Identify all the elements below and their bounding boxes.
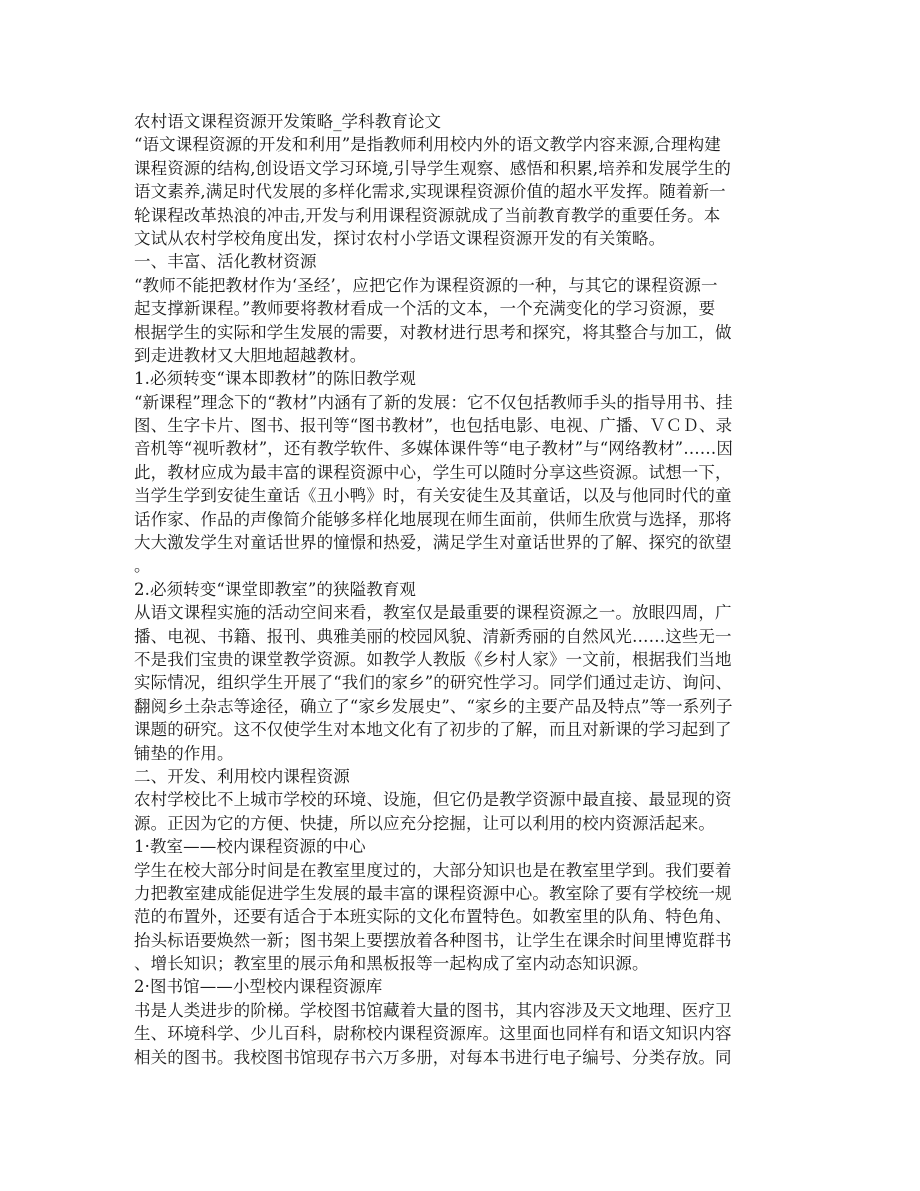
text-line: 铺垫的作用。 [134, 743, 234, 763]
text-line: 2·图书馆——小型校内课程资源库 [134, 977, 383, 997]
text-line: 翻阅乡土杂志等途径，确立了“家乡发展史”、“家乡的主要产品及特点”等一系列子 [134, 696, 733, 716]
text-line: 语文素养,满足时代发展的多样化需求,实现课程资源价值的超水平发挥。随着新一 [134, 182, 726, 202]
text-line: 轮课程改革热浪的冲击,开发与利用课程资源就成了当前教育教学的重要任务。本 [134, 205, 721, 225]
text-line: 图、生字卡片、图书、报刊等“图书教材”，也包括电影、电视、广播、ＶＣＤ、录 [134, 416, 733, 436]
text-line: 实际情况，组织学生开展了“我们的家乡”的研究性学习。同学们通过走访、询问、 [134, 673, 733, 693]
text-line: 范的布置外，还要有适合于本班实际的文化布置特色。如教室里的队角、特色角、 [134, 907, 732, 927]
text-line: 文试从农村学校角度出发，探讨农村小学语文课程资源开发的有关策略。 [134, 228, 666, 248]
text-line: 1·教室——校内课程资源的中心 [134, 837, 366, 857]
text-line: 一、丰富、活化教材资源 [134, 252, 317, 272]
text-line: 当学生学到安徒生童话《丑小鸭》时，有关安徒生及其童话，以及与他同时代的童 [134, 486, 732, 506]
text-line: 此，教材应成为最丰富的课程资源中心，学生可以随时分享这些资源。试想一下， [134, 462, 732, 482]
text-line: 课程资源的结构,创设语文学习环境,引导学生观察、感悟和积累,培养和发展学生的 [134, 158, 732, 178]
text-line: 1.必须转变“课本即教材”的陈旧教学观 [134, 369, 417, 389]
text-line: 课题的研究。这不仅使学生对本地文化有了初步的了解，而且对新课的学习起到了 [134, 720, 732, 740]
text-line: 生、环境科学、少儿百科，尉称校内课程资源库。这里面也同样有和语文知识内容 [134, 1024, 732, 1044]
text-line: “教师不能把教材作为‘圣经’，应把它作为课程资源的一种，与其它的课程资源一 [134, 275, 718, 295]
text-line: 相关的图书。我校图书馆现存书六万多册，对每本书进行电子编号、分类存放。同 [134, 1047, 732, 1067]
text-line: “语文课程资源的开发和利用”是指教师利用校内外的语文教学内容来源,合理构建 [134, 135, 721, 155]
text-line: 播、电视、书籍、报刊、典雅美丽的校园风貌、清新秀丽的自然风光……这些无一 [134, 626, 732, 646]
text-line: 、增长知识；教室里的展示角和黑板报等一起构成了室内动态知识源。 [134, 954, 649, 974]
text-line: 根据学生的实际和学生发展的需要，对教材进行思考和探究，将其整合与加工，做 [134, 322, 732, 342]
text-line: 农村语文课程资源开发策略_学科教育论文 [134, 112, 442, 131]
text-line: 音机等“视听教材”，还有教学软件、多媒体课件等“电子教材”与“网络教材”……因 [134, 439, 734, 459]
text-line: 学生在校大部分时间是在教室里度过的，大部分知识也是在教室里学到。我们要着 [134, 860, 732, 880]
text-line: 话作家、作品的声像简介能够多样化地展现在师生面前，供师生欣赏与选择，那将 [134, 509, 732, 529]
text-line: 二、开发、利用校内课程资源 [134, 766, 350, 786]
text-line: 力把教室建成能促进学生发展的最丰富的课程资源中心。教室除了要有学校统一规 [134, 883, 732, 903]
text-line: 抬头标语要焕然一新；图书架上要摆放着各种图书，让学生在课余时间里博览群书 [134, 930, 732, 950]
text-line: 大大激发学生对童话世界的憧憬和热爱，满足学生对童话世界的了解、探究的欲望 [134, 533, 732, 553]
text-line: 书是人类进步的阶梯。学校图书馆藏着大量的图书，其内容涉及天文地理、医疗卫 [134, 1000, 732, 1020]
text-line: 起支撑新课程。”教师要将教材看成一个活的文本，一个充满变化的学习资源，要 [134, 299, 716, 319]
text-line: 。 [134, 556, 151, 576]
text-line: 2.必须转变“课堂即教室”的狭隘教育观 [134, 579, 417, 599]
text-line: 不是我们宝贵的课堂教学资源。如教学人教版《乡村人家》一文前，根据我们当地 [134, 649, 732, 669]
document-page [134, 110, 794, 1069]
text-line: “新课程”理念下的“教材”内涵有了新的发展：它不仅包括教师手头的指导用书、挂 [134, 392, 733, 412]
text-line: 农村学校比不上城市学校的环境、设施，但它仍是教学资源中最直接、最显现的资 [134, 790, 732, 810]
text-line: 源。正因为它的方便、快捷，所以应充分挖掘，让可以利用的校内资源活起来。 [134, 813, 715, 833]
text-line: 从语文课程实施的活动空间来看，教室仅是最重要的课程资源之一。放眼四周，广 [134, 603, 732, 623]
text-line: 到走进教材又大胆地超越教材。 [134, 345, 367, 365]
